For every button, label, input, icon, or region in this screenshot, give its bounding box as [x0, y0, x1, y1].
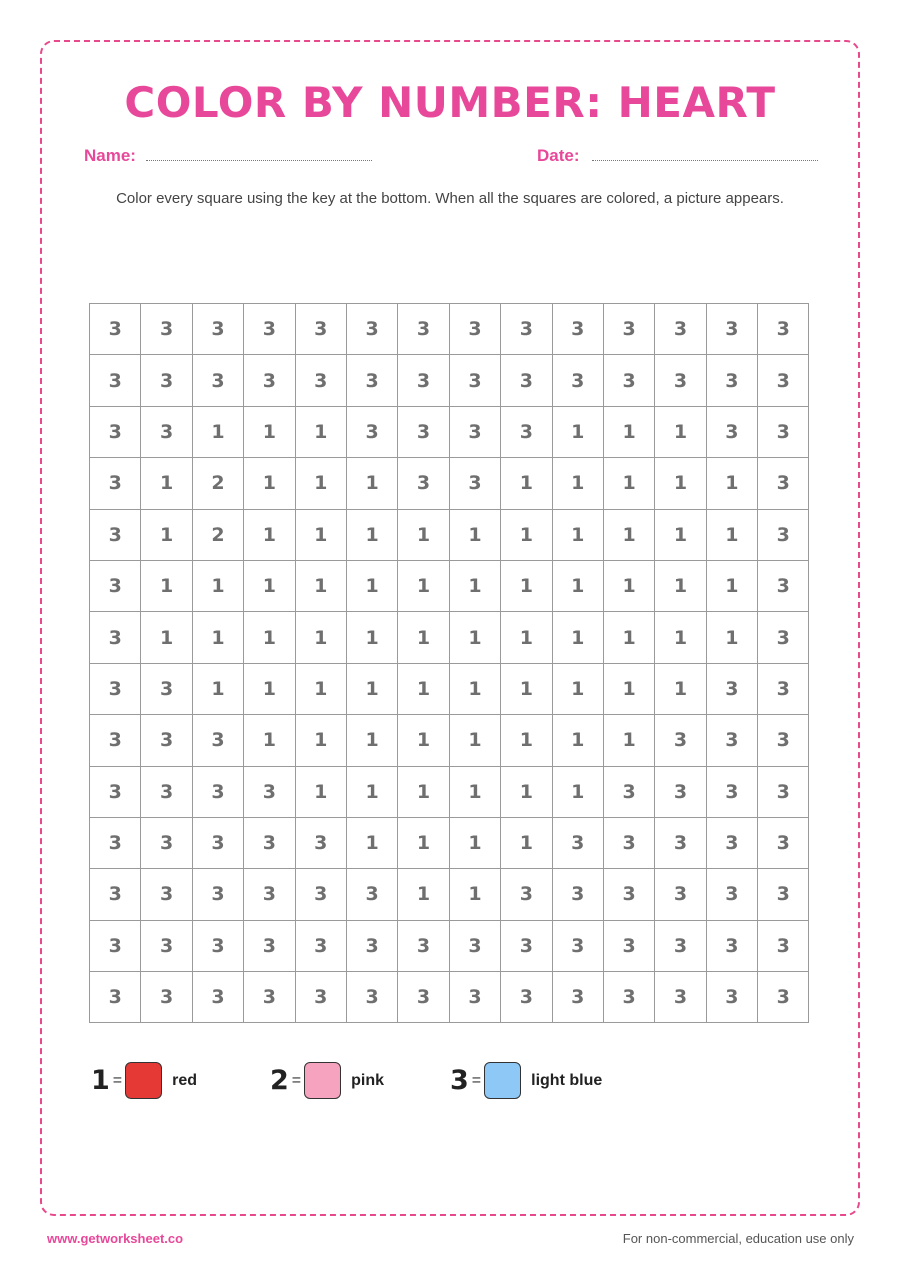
grid-cell[interactable]: 3 [244, 304, 295, 355]
light-blue-swatch [484, 1062, 521, 1099]
grid-cell[interactable]: 3 [296, 355, 347, 406]
grid-cell[interactable]: 1 [296, 458, 347, 509]
grid-cell[interactable]: 3 [655, 715, 706, 766]
grid-cell[interactable]: 1 [347, 612, 398, 663]
footer-website[interactable]: www.getworksheet.co [47, 1231, 184, 1246]
grid-cell[interactable]: 1 [655, 612, 706, 663]
grid-cell[interactable]: 3 [244, 869, 295, 920]
grid-cell[interactable]: 3 [604, 767, 655, 818]
key-item-2 [270, 1062, 384, 1099]
grid-cell[interactable]: 3 [90, 510, 141, 561]
grid-cell[interactable]: 3 [553, 921, 604, 972]
grid-cell[interactable]: 3 [90, 355, 141, 406]
grid-cell[interactable]: 3 [90, 972, 141, 1023]
grid-cell[interactable]: 1 [398, 612, 449, 663]
grid-cell[interactable]: 3 [347, 407, 398, 458]
grid-cell[interactable]: 3 [347, 921, 398, 972]
grid-cell[interactable]: 1 [655, 510, 706, 561]
key-number: 3 [450, 1065, 469, 1096]
date-label: Date: [537, 146, 580, 165]
grid-cell[interactable]: 1 [347, 664, 398, 715]
grid-cell[interactable]: 1 [244, 458, 295, 509]
grid-cell[interactable]: 1 [553, 612, 604, 663]
grid-cell[interactable]: 1 [398, 767, 449, 818]
grid-cell[interactable]: 1 [347, 767, 398, 818]
grid-cell[interactable]: 1 [244, 510, 295, 561]
grid-cell[interactable]: 2 [193, 458, 244, 509]
grid-cell[interactable]: 3 [90, 921, 141, 972]
grid-cell[interactable]: 1 [604, 612, 655, 663]
grid-cell[interactable]: 3 [193, 869, 244, 920]
key-item-1 [91, 1062, 197, 1099]
grid-cell[interactable]: 3 [193, 972, 244, 1023]
grid-cell[interactable]: 1 [707, 510, 758, 561]
grid-cell[interactable]: 1 [193, 561, 244, 612]
grid-cell[interactable]: 3 [655, 869, 706, 920]
name-label: Name: [84, 146, 136, 165]
grid-cell[interactable]: 1 [347, 561, 398, 612]
grid-cell[interactable]: 3 [707, 407, 758, 458]
grid-cell[interactable]: 1 [553, 664, 604, 715]
grid-cell[interactable]: 3 [347, 869, 398, 920]
grid-cell[interactable]: 1 [604, 407, 655, 458]
key-label-red: red [172, 1071, 198, 1089]
grid-cell[interactable]: 1 [398, 818, 449, 869]
grid-cell[interactable]: 1 [296, 612, 347, 663]
grid-cell[interactable]: 1 [296, 664, 347, 715]
grid-cell[interactable]: 3 [296, 818, 347, 869]
grid-cell[interactable]: 1 [553, 767, 604, 818]
grid-cell[interactable]: 1 [501, 715, 552, 766]
grid-cell[interactable]: 1 [244, 407, 295, 458]
grid-cell[interactable]: 3 [141, 767, 192, 818]
grid-cell[interactable]: 2 [193, 510, 244, 561]
grid-cell[interactable]: 3 [193, 715, 244, 766]
grid-cell[interactable]: 3 [604, 355, 655, 406]
grid-cell[interactable]: 3 [90, 612, 141, 663]
grid-cell[interactable]: 3 [450, 407, 501, 458]
grid-cell[interactable]: 3 [655, 767, 706, 818]
grid-cell[interactable]: 1 [141, 458, 192, 509]
grid-cell[interactable]: 3 [90, 458, 141, 509]
grid-cell[interactable]: 1 [501, 561, 552, 612]
grid-cell[interactable]: 3 [347, 355, 398, 406]
grid-cell[interactable]: 3 [398, 972, 449, 1023]
grid-cell[interactable]: 3 [707, 715, 758, 766]
grid-cell[interactable]: 3 [244, 921, 295, 972]
grid-cell[interactable]: 1 [244, 612, 295, 663]
grid-cell[interactable]: 3 [90, 407, 141, 458]
grid-cell[interactable]: 1 [141, 561, 192, 612]
color-grid [89, 303, 809, 1023]
grid-cell[interactable]: 1 [398, 561, 449, 612]
grid-cell[interactable]: 3 [450, 972, 501, 1023]
key-equals: = [291, 1071, 302, 1089]
grid-cell[interactable]: 3 [501, 304, 552, 355]
grid-cell[interactable]: 3 [141, 715, 192, 766]
grid-cell[interactable]: 1 [655, 561, 706, 612]
grid-cell[interactable]: 1 [655, 664, 706, 715]
grid-cell[interactable]: 3 [707, 818, 758, 869]
grid-cell[interactable]: 1 [296, 510, 347, 561]
grid-cell[interactable]: 1 [501, 818, 552, 869]
grid-cell[interactable]: 3 [141, 304, 192, 355]
key-number: 1 [91, 1065, 110, 1096]
grid-cell[interactable]: 3 [193, 304, 244, 355]
grid-cell[interactable]: 1 [450, 612, 501, 663]
grid-cell[interactable]: 1 [450, 715, 501, 766]
grid-cell[interactable]: 1 [141, 612, 192, 663]
grid-cell[interactable]: 1 [604, 458, 655, 509]
grid-cell[interactable]: 3 [553, 972, 604, 1023]
grid-cell[interactable]: 3 [501, 972, 552, 1023]
grid-cell[interactable]: 3 [296, 921, 347, 972]
grid-cell[interactable]: 3 [244, 355, 295, 406]
grid-cell[interactable]: 3 [553, 355, 604, 406]
grid-cell[interactable]: 3 [501, 355, 552, 406]
grid-cell[interactable]: 3 [707, 921, 758, 972]
grid-cell[interactable]: 1 [707, 458, 758, 509]
grid-cell[interactable]: 3 [553, 304, 604, 355]
grid-cell[interactable]: 1 [398, 510, 449, 561]
key-number: 2 [270, 1065, 289, 1096]
grid-cell[interactable]: 1 [450, 767, 501, 818]
grid-cell[interactable]: 3 [141, 818, 192, 869]
grid-cell[interactable]: 1 [604, 715, 655, 766]
grid-cell[interactable]: 3 [141, 972, 192, 1023]
grid-cell[interactable]: 3 [758, 664, 809, 715]
grid-cell[interactable]: 1 [707, 612, 758, 663]
grid-cell[interactable]: 3 [604, 818, 655, 869]
grid-cell[interactable]: 3 [707, 972, 758, 1023]
grid-cell[interactable]: 3 [90, 304, 141, 355]
grid-cell[interactable]: 3 [450, 458, 501, 509]
grid-cell[interactable]: 3 [193, 921, 244, 972]
grid-cell[interactable]: 3 [707, 767, 758, 818]
grid-cell[interactable]: 3 [347, 972, 398, 1023]
grid-cell[interactable]: 1 [398, 869, 449, 920]
grid-cell[interactable]: 1 [707, 561, 758, 612]
grid-cell[interactable]: 3 [501, 921, 552, 972]
grid-cell[interactable]: 3 [604, 304, 655, 355]
grid-cell[interactable]: 3 [604, 869, 655, 920]
pink-swatch [304, 1062, 341, 1099]
grid-cell[interactable]: 3 [141, 407, 192, 458]
red-swatch [125, 1062, 162, 1099]
grid-cell[interactable]: 1 [347, 510, 398, 561]
grid-cell[interactable]: 3 [758, 561, 809, 612]
grid-cell[interactable]: 3 [758, 510, 809, 561]
grid-cell[interactable]: 3 [296, 304, 347, 355]
grid-cell[interactable]: 3 [758, 612, 809, 663]
key-label-light-blue: light blue [531, 1071, 603, 1089]
grid-cell[interactable]: 1 [501, 510, 552, 561]
grid-cell[interactable]: 1 [347, 818, 398, 869]
key-label-pink: pink [351, 1071, 385, 1089]
grid-cell[interactable]: 1 [553, 715, 604, 766]
grid-cell[interactable]: 3 [604, 972, 655, 1023]
grid-cell[interactable]: 1 [193, 407, 244, 458]
grid-cell[interactable]: 1 [296, 407, 347, 458]
grid-cell[interactable]: 3 [655, 304, 706, 355]
grid-cell[interactable]: 3 [90, 664, 141, 715]
grid-cell[interactable]: 3 [90, 767, 141, 818]
grid-cell[interactable]: 1 [193, 612, 244, 663]
grid-cell[interactable]: 1 [398, 715, 449, 766]
grid-cell[interactable]: 1 [244, 664, 295, 715]
grid-cell[interactable]: 1 [450, 561, 501, 612]
key-equals: = [112, 1071, 123, 1089]
grid-cell[interactable]: 3 [501, 407, 552, 458]
grid-cell[interactable]: 1 [296, 715, 347, 766]
grid-cell[interactable]: 1 [501, 458, 552, 509]
grid-cell[interactable]: 3 [141, 921, 192, 972]
name-line[interactable] [146, 160, 372, 161]
grid-cell[interactable]: 1 [553, 510, 604, 561]
key-item-3 [450, 1062, 602, 1099]
grid-cell[interactable]: 1 [553, 458, 604, 509]
grid-cell[interactable]: 3 [193, 355, 244, 406]
grid-cell[interactable]: 3 [244, 818, 295, 869]
grid-cell[interactable]: 3 [655, 972, 706, 1023]
grid-cell[interactable]: 3 [758, 972, 809, 1023]
grid-cell[interactable]: 3 [193, 818, 244, 869]
grid-cell[interactable]: 3 [398, 407, 449, 458]
grid-cell[interactable]: 3 [758, 458, 809, 509]
grid-cell[interactable]: 3 [244, 972, 295, 1023]
grid-cell[interactable]: 3 [450, 921, 501, 972]
grid-cell[interactable]: 1 [450, 664, 501, 715]
grid-cell[interactable]: 1 [244, 715, 295, 766]
grid-cell[interactable]: 3 [296, 972, 347, 1023]
grid-cell[interactable]: 3 [707, 869, 758, 920]
grid-cell[interactable]: 3 [90, 818, 141, 869]
grid-cell[interactable]: 3 [141, 664, 192, 715]
grid-cell[interactable]: 3 [758, 304, 809, 355]
grid-cell[interactable]: 3 [398, 304, 449, 355]
grid-cell[interactable]: 3 [398, 458, 449, 509]
grid-cell[interactable]: 3 [501, 869, 552, 920]
grid-cell[interactable]: 3 [758, 921, 809, 972]
grid-cell[interactable]: 1 [501, 664, 552, 715]
grid-cell[interactable]: 1 [347, 715, 398, 766]
grid-cell[interactable]: 1 [604, 510, 655, 561]
grid-cell[interactable]: 3 [655, 355, 706, 406]
grid-cell[interactable]: 1 [244, 561, 295, 612]
footer-note: For non-commercial, education use only [622, 1231, 854, 1246]
grid-cell[interactable]: 1 [193, 664, 244, 715]
grid-cell[interactable]: 1 [347, 458, 398, 509]
grid-cell[interactable]: 1 [553, 561, 604, 612]
grid-cell[interactable]: 1 [655, 458, 706, 509]
grid-cell[interactable]: 3 [296, 869, 347, 920]
grid-cell[interactable]: 3 [553, 869, 604, 920]
grid-cell[interactable]: 1 [501, 767, 552, 818]
grid-cell[interactable]: 1 [141, 510, 192, 561]
grid-cell[interactable]: 1 [450, 818, 501, 869]
grid-cell[interactable]: 3 [758, 355, 809, 406]
grid-cell[interactable]: 1 [604, 561, 655, 612]
grid-cell[interactable]: 3 [707, 355, 758, 406]
worksheet-title: COLOR BY NUMBER: HEART [124, 78, 776, 127]
key-equals: = [471, 1071, 482, 1089]
grid-cell[interactable]: 3 [758, 767, 809, 818]
grid-cell[interactable]: 3 [707, 304, 758, 355]
grid-cell[interactable]: 3 [141, 355, 192, 406]
grid-cell[interactable]: 3 [90, 869, 141, 920]
grid-cell[interactable]: 3 [90, 561, 141, 612]
grid-cell[interactable]: 3 [758, 407, 809, 458]
grid-cell[interactable]: 3 [707, 664, 758, 715]
grid-cell[interactable]: 1 [296, 561, 347, 612]
instructions-text: Color every square using the key at the bottom. When all the squares are colored, a picture appears. [116, 190, 784, 207]
grid-cell[interactable]: 1 [501, 612, 552, 663]
grid-cell[interactable]: 1 [296, 767, 347, 818]
grid-cell[interactable]: 3 [758, 715, 809, 766]
grid-cell[interactable]: 3 [193, 767, 244, 818]
grid-cell[interactable]: 3 [450, 304, 501, 355]
grid-cell[interactable]: 1 [398, 664, 449, 715]
grid-cell[interactable]: 3 [553, 818, 604, 869]
grid-cell[interactable]: 3 [655, 921, 706, 972]
grid-cell[interactable]: 3 [450, 355, 501, 406]
grid-cell[interactable]: 3 [90, 715, 141, 766]
grid-cell[interactable]: 3 [604, 921, 655, 972]
grid-cell[interactable]: 1 [604, 664, 655, 715]
grid-cell[interactable]: 3 [141, 869, 192, 920]
grid-cell[interactable]: 1 [450, 869, 501, 920]
grid-cell[interactable]: 3 [758, 869, 809, 920]
grid-cell[interactable]: 3 [347, 304, 398, 355]
grid-cell[interactable]: 1 [553, 407, 604, 458]
grid-cell[interactable]: 3 [398, 921, 449, 972]
grid-cell[interactable]: 1 [450, 510, 501, 561]
grid-cell[interactable]: 3 [398, 355, 449, 406]
grid-cell[interactable]: 3 [758, 818, 809, 869]
grid-cell[interactable]: 3 [244, 767, 295, 818]
grid-cell[interactable]: 3 [655, 818, 706, 869]
grid-cell[interactable]: 1 [655, 407, 706, 458]
date-line[interactable] [592, 160, 818, 161]
